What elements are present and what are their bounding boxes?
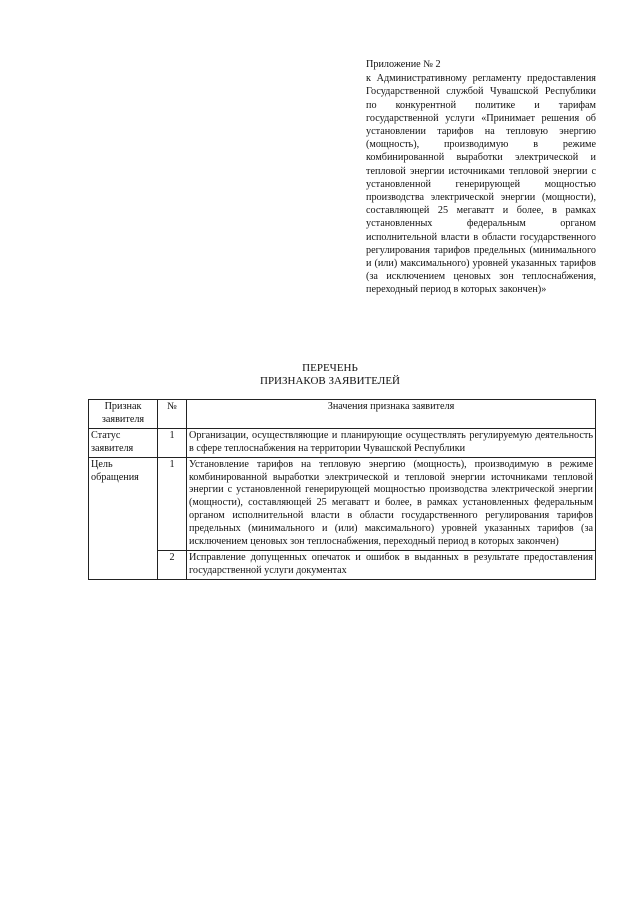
- document-title: [0, 362, 640, 388]
- row-value: Организации, осуществляющие и планирующие осуществлять регулируемую деятельность в сфере теплоснабжения на территории Чувашской Республики: [187, 428, 596, 457]
- appendix-block: [366, 58, 596, 297]
- appendix-heading: Приложение № 2: [366, 59, 441, 70]
- table-row: [89, 428, 596, 457]
- header-number: №: [158, 400, 187, 429]
- table-row: [89, 550, 596, 579]
- applicant-attributes-table: [88, 399, 596, 580]
- table-row: [89, 457, 596, 550]
- row-attribute: Статус заявителя: [89, 428, 158, 457]
- row-value: Исправление допущенных опечаток и ошибок в выданных в результате предоставления государственной услуги документах: [187, 550, 596, 579]
- table-header-row: [89, 400, 596, 429]
- row-number: 1: [158, 457, 187, 550]
- row-value: Установление тарифов на тепловую энергию (мощность), производимую в режиме комбинированной выработки электрической и тепловой энергии источниками тепловой энергии с установленной генерирующей мощностью производства электрической энергии (мощности), составляющей 25 мегаватт и более, в рамках установленных федеральным органом исполнительной власти в области государственного регулирования тарифов предельных (минимального и (или) максимального) уровней указанных тарифов (за исключением ценовых зон теплоснабжения, переходный период в которых закончен): [187, 457, 596, 550]
- header-values: Значения признака заявителя: [187, 400, 596, 429]
- row-number: 1: [158, 428, 187, 457]
- row-attribute: Цель обращения: [89, 457, 158, 579]
- appendix-text: к Административному регламенту предоставления Государственной службой Чувашской Республики по конкурентной политике и тарифам государственной услуги «Принимает решения об установлении тарифов на тепловую энергию (мощность), производимую в режиме комбинированной выработки электрической и тепловой энергии источниками тепловой энергии с установленной генерирующей мощностью производства электрической энергии (мощности), составляющей 25 мегаватт и более, в рамках установленных федеральным органом исполнительной власти в области государственного регулирования тарифов предельных (минимального и (или) максимального) уровней указанных тарифов (за исключением ценовых зон теплоснабжения, переходный период в которых закончен)»: [366, 73, 596, 296]
- title-line-2: ПРИЗНАКОВ ЗАЯВИТЕЛЕЙ: [260, 375, 400, 387]
- row-number: 2: [158, 550, 187, 579]
- title-line-1: ПЕРЕЧЕНЬ: [302, 362, 358, 374]
- header-attribute: Признак заявителя: [89, 400, 158, 429]
